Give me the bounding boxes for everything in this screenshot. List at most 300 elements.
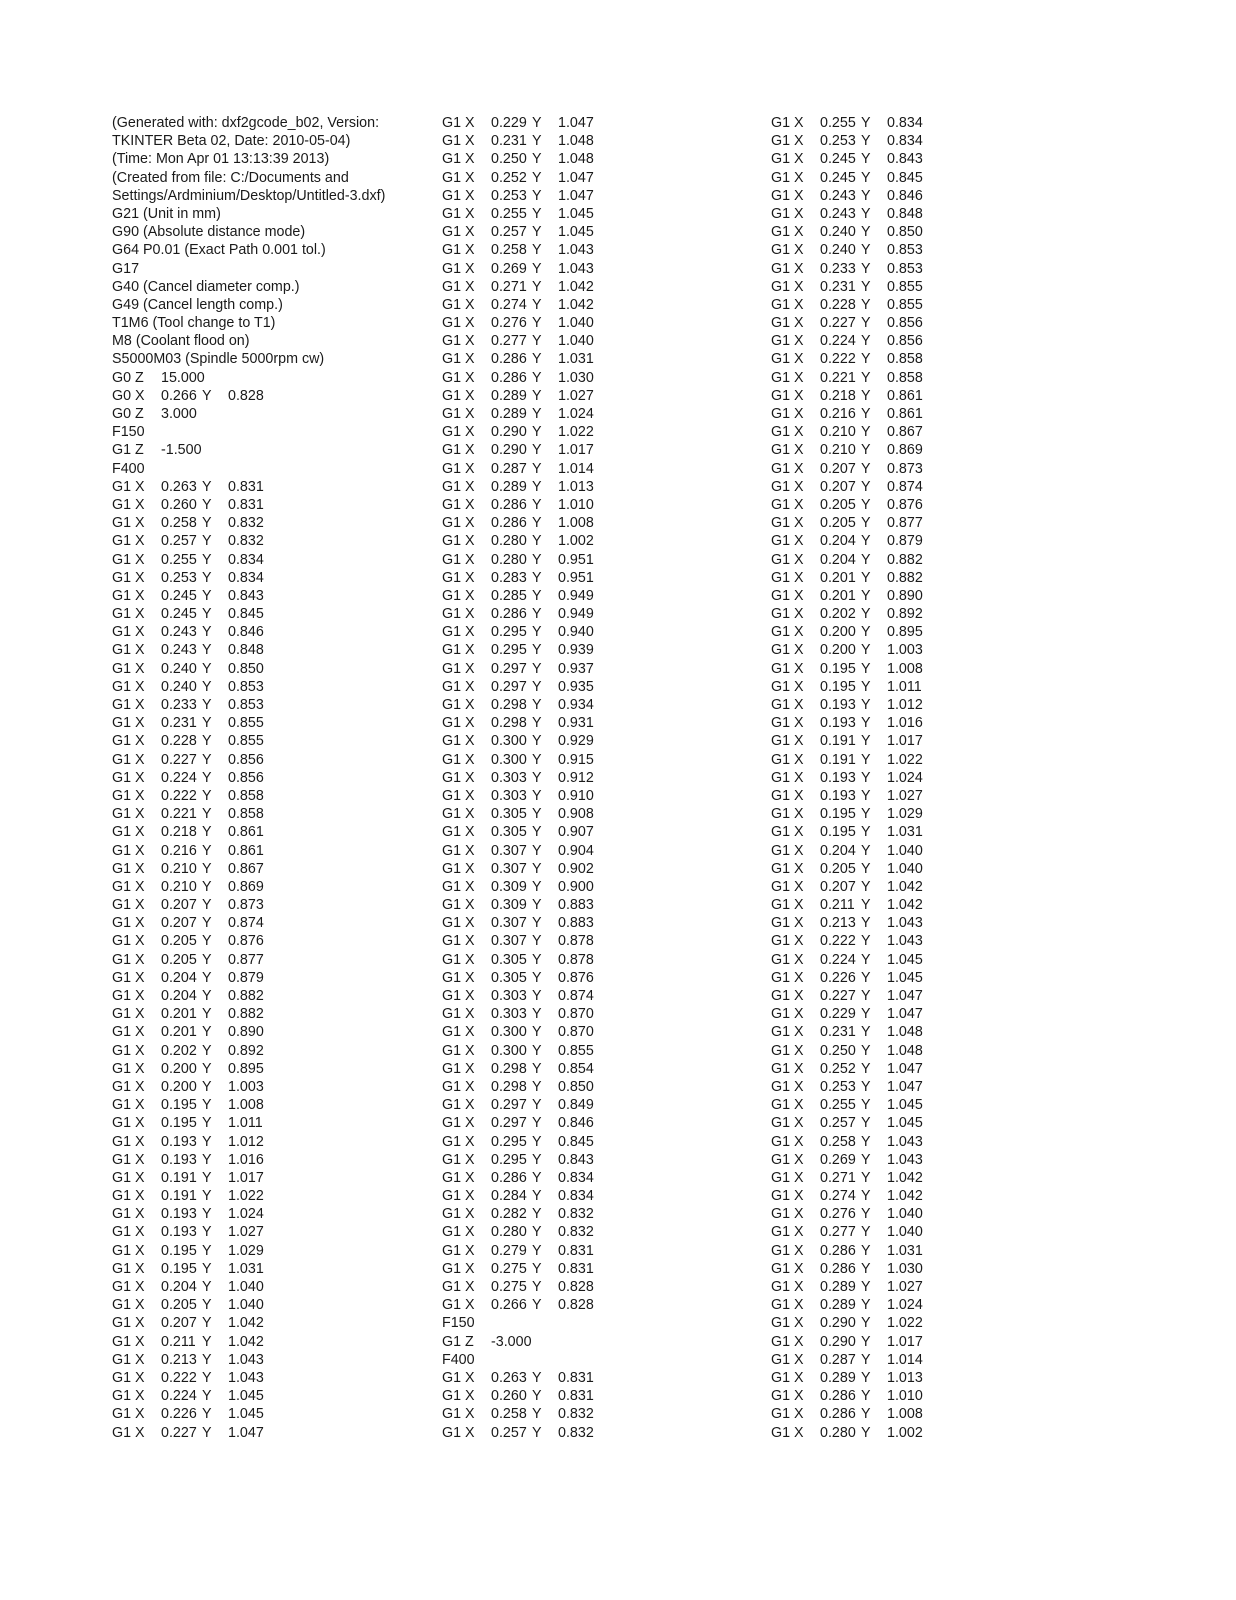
gcode-value-1: 0.195 [161,1097,197,1114]
gcode-value-1: 0.211 [820,897,855,914]
gcode-y-label: Y [202,1351,212,1368]
gcode-command: G1 X [771,151,804,168]
gcode-command: G1 X [771,769,804,786]
gcode-y-label: Y [532,442,542,459]
gcode-value-2: 1.042 [228,1315,264,1332]
gcode-line [442,296,762,314]
gcode-value-1: 0.216 [820,406,856,422]
gcode-y-label: Y [861,1042,871,1059]
gcode-line [442,1296,762,1314]
gcode-value-1: 0.201 [161,1006,197,1023]
gcode-value-2: 0.892 [887,606,923,623]
gcode-value-2: 0.904 [558,842,594,859]
gcode-value-1: 15.000 [161,369,205,386]
gcode-command: G1 X [112,1333,145,1350]
gcode-y-label: Y [532,1279,542,1295]
gcode-line [442,714,762,732]
gcode-command: G1 X [112,533,145,550]
gcode-command: G1 X [442,296,475,313]
gcode-value-2: 1.045 [887,969,923,986]
gcode-command: G1 X [112,951,145,968]
gcode-value-2: 0.895 [887,624,923,641]
gcode-line [442,914,762,932]
gcode-command: G1 X [442,424,475,441]
gcode-line [442,478,762,496]
gcode-value-1: 0.228 [161,733,197,750]
gcode-value-2: 1.029 [887,806,923,823]
gcode-command: G1 X [771,1297,804,1314]
gcode-line [442,223,762,241]
gcode-value-2: 1.042 [887,897,923,914]
gcode-command: G1 X [112,842,145,859]
gcode-command: G1 X [771,187,804,204]
gcode-y-label: Y [532,660,542,677]
gcode-value-2: 0.861 [887,406,923,422]
gcode-command: G1 X [442,242,475,259]
gcode-value-1: 0.303 [491,769,527,786]
gcode-value-2: 0.910 [558,787,594,804]
gcode-value-2: 0.855 [887,296,923,313]
gcode-y-label: Y [532,224,542,241]
gcode-command: G1 X [112,1115,145,1132]
gcode-value-1: 0.210 [820,442,856,459]
gcode-y-label: Y [202,1115,212,1132]
gcode-command: G1 X [112,824,145,841]
gcode-command: G1 X [442,387,475,404]
gcode-y-label: Y [861,133,871,150]
gcode-value-1: 0.300 [491,751,527,768]
gcode-value-1: 0.202 [161,1042,197,1059]
gcode-header-line: G90 (Absolute distance mode) [112,224,306,241]
gcode-command: G1 X [112,624,145,641]
gcode-command: G1 X [112,860,145,877]
gcode-value-1: 0.205 [820,496,856,513]
gcode-line [112,932,432,950]
gcode-command: G1 X [442,1024,475,1041]
gcode-command: G1 X [442,915,475,932]
gcode-y-label: Y [532,315,542,332]
gcode-value-2: 1.022 [887,1315,923,1332]
gcode-value-1: 0.226 [161,1406,197,1423]
gcode-value-1: 0.195 [161,1260,197,1277]
gcode-line [442,387,762,405]
gcode-command: G1 X [442,951,475,968]
gcode-y-label: Y [202,1297,212,1314]
gcode-value-2: 0.874 [887,478,923,495]
gcode-line [112,623,432,641]
gcode-command: G0 Z [112,369,144,386]
gcode-y-label: Y [532,1406,542,1423]
gcode-value-1: 0.305 [491,806,527,823]
gcode-value-1: 0.255 [820,115,856,131]
gcode-y-label: Y [532,260,542,277]
gcode-value-2: 0.846 [228,624,264,641]
gcode-y-label: Y [861,988,871,1004]
gcode-value-2: 1.027 [887,1279,923,1295]
gcode-value-1: 0.258 [820,1133,856,1150]
gcode-command: G1 X [112,478,145,495]
gcode-value-2: 0.912 [558,769,594,786]
gcode-line [112,696,432,714]
gcode-line [442,1042,762,1060]
gcode-value-1: 0.193 [820,787,856,804]
gcode-value-2: 0.832 [558,1406,594,1423]
gcode-value-1: 0.233 [161,697,197,713]
gcode-y-label: Y [202,697,212,713]
gcode-command: G1 X [112,1224,145,1241]
gcode-value-1: 0.210 [161,860,197,877]
gcode-value-1: 0.191 [820,751,856,768]
gcode-line [112,1005,432,1023]
gcode-value-2: 0.858 [887,369,923,386]
gcode-command: G1 X [442,1006,475,1023]
gcode-line [771,114,1091,132]
gcode-header-line: M8 (Coolant flood on) [112,333,250,350]
gcode-y-label: Y [202,1279,212,1295]
gcode-value-2: 1.045 [887,951,923,968]
gcode-value-1: 0.240 [161,660,197,677]
gcode-command: F150 [112,424,145,441]
gcode-line [112,751,432,769]
gcode-value-1: 0.201 [820,587,856,604]
gcode-command: G1 X [442,1078,475,1095]
gcode-line [771,514,1091,532]
gcode-y-label: Y [202,496,212,513]
gcode-y-label: Y [861,1097,871,1114]
gcode-value-1: 0.245 [161,587,197,604]
gcode-value-1: 0.287 [491,460,527,477]
gcode-y-label: Y [532,1115,542,1132]
gcode-command: G0 X [112,387,145,404]
gcode-value-2: 1.040 [558,333,594,350]
gcode-y-label: Y [532,1260,542,1277]
gcode-value-2: 1.031 [887,824,923,841]
gcode-value-1: 0.266 [491,1297,527,1314]
gcode-line [112,787,432,805]
gcode-value-1: 0.297 [491,660,527,677]
gcode-command: G1 X [112,1315,145,1332]
gcode-value-1: 0.207 [820,460,856,477]
gcode-header-line: TKINTER Beta 02, Date: 2010-05-04) [112,133,351,150]
gcode-command: G1 X [442,660,475,677]
gcode-command: G1 X [442,1169,475,1186]
gcode-command: G1 X [442,187,475,204]
gcode-command: G1 X [771,1224,804,1241]
gcode-y-label: Y [861,533,871,550]
gcode-y-label: Y [532,824,542,841]
gcode-y-label: Y [532,751,542,768]
gcode-line [442,260,762,278]
gcode-value-2: 1.024 [887,769,923,786]
gcode-value-2: 1.010 [887,1388,923,1405]
gcode-value-1: 0.263 [491,1369,527,1386]
gcode-y-label: Y [202,842,212,859]
gcode-value-2: 0.870 [558,1024,594,1041]
gcode-command: G1 X [442,315,475,332]
gcode-value-1: 0.193 [161,1133,197,1150]
gcode-line [112,769,432,787]
gcode-value-1: -1.500 [161,442,202,459]
gcode-line [771,1278,1091,1296]
gcode-value-1: 0.224 [161,1388,197,1405]
gcode-y-label: Y [532,1133,542,1150]
gcode-line [771,1187,1091,1205]
gcode-line [112,1260,432,1278]
gcode-y-label: Y [532,1006,542,1023]
gcode-value-1: 0.263 [161,478,197,495]
gcode-y-label: Y [532,187,542,204]
gcode-command: G1 X [771,406,804,422]
gcode-value-1: 0.295 [491,642,527,659]
gcode-command: G1 X [442,133,475,150]
gcode-command: G1 X [771,1188,804,1205]
gcode-value-1: 0.216 [161,842,197,859]
gcode-y-label: Y [861,806,871,823]
gcode-command: G1 X [771,1042,804,1059]
gcode-value-2: 1.040 [887,860,923,877]
gcode-y-label: Y [202,1169,212,1186]
gcode-line [442,314,762,332]
gcode-line [771,732,1091,750]
gcode-y-label: Y [202,769,212,786]
gcode-y-label: Y [861,969,871,986]
gcode-value-2: 1.027 [887,787,923,804]
gcode-value-2: 1.048 [887,1024,923,1041]
gcode-y-label: Y [532,897,542,914]
gcode-value-2: 0.853 [228,678,264,695]
gcode-value-2: 1.014 [558,460,594,477]
gcode-command: G1 X [771,296,804,313]
gcode-line [442,369,762,387]
gcode-command: G1 X [112,1279,145,1295]
gcode-y-label: Y [532,1024,542,1041]
gcode-y-label: Y [202,660,212,677]
gcode-value-2: 1.040 [887,842,923,859]
gcode-line [771,1424,1091,1442]
gcode-line [442,1223,762,1241]
gcode-y-label: Y [532,1042,542,1059]
gcode-value-2: 0.879 [228,969,264,986]
gcode-value-1: 0.253 [161,569,197,586]
gcode-y-label: Y [861,224,871,241]
gcode-y-label: Y [202,1097,212,1114]
gcode-y-label: Y [861,1406,871,1423]
gcode-command: G1 X [442,1388,475,1405]
gcode-value-1: 0.231 [820,1024,856,1041]
gcode-command: G1 X [771,806,804,823]
gcode-line [442,1060,762,1078]
gcode-line [442,423,762,441]
gcode-line [442,1260,762,1278]
gcode-line [442,842,762,860]
gcode-y-label: Y [202,478,212,495]
gcode-line [771,1042,1091,1060]
gcode-line [442,660,762,678]
gcode-value-2: 0.929 [558,733,594,750]
gcode-line [112,1296,432,1314]
gcode-y-label: Y [861,1169,871,1186]
gcode-y-label: Y [202,533,212,550]
gcode-y-label: Y [532,860,542,877]
gcode-value-2: 0.832 [558,1424,594,1441]
gcode-line [112,1169,432,1187]
gcode-y-label: Y [532,715,542,732]
gcode-y-label: Y [861,351,871,368]
gcode-value-2: 0.843 [558,1151,594,1168]
gcode-value-2: 1.043 [887,1133,923,1150]
gcode-value-1: 0.245 [161,606,197,623]
gcode-y-label: Y [861,369,871,386]
gcode-value-1: 0.222 [161,787,197,804]
gcode-value-1: 0.195 [161,1242,197,1259]
gcode-value-2: 1.031 [558,351,594,368]
gcode-value-1: 0.286 [491,351,527,368]
gcode-value-1: 0.207 [161,897,197,914]
gcode-value-1: 0.290 [820,1333,856,1350]
gcode-line [112,660,432,678]
gcode-value-1: 0.286 [491,606,527,623]
gcode-line [112,914,432,932]
gcode-line [771,187,1091,205]
gcode-line [442,769,762,787]
gcode-value-2: 1.042 [558,296,594,313]
gcode-line [442,1205,762,1223]
gcode-y-label: Y [202,515,212,532]
gcode-value-1: 0.228 [820,296,856,313]
gcode-line [771,205,1091,223]
gcode-value-1: 0.222 [820,351,856,368]
gcode-line [771,1223,1091,1241]
gcode-command: G1 X [442,587,475,604]
gcode-command: G1 X [112,1042,145,1059]
gcode-y-label: Y [861,697,871,713]
gcode-command: G1 X [771,587,804,604]
gcode-value-2: 0.834 [558,1188,594,1205]
gcode-value-1: 0.207 [161,1315,197,1332]
gcode-value-1: 0.282 [491,1206,527,1223]
gcode-line [771,1296,1091,1314]
gcode-value-1: 0.250 [820,1042,856,1059]
gcode-value-2: 0.855 [887,278,923,295]
gcode-y-label: Y [532,806,542,823]
gcode-column-2 [442,114,762,1442]
gcode-line [442,732,762,750]
gcode-line [112,1369,432,1387]
gcode-line [112,805,432,823]
gcode-y-label: Y [861,1297,871,1314]
gcode-value-1: 0.222 [820,933,856,950]
gcode-line [771,751,1091,769]
gcode-value-2: 0.873 [228,897,264,914]
gcode-command: G1 X [771,1242,804,1259]
gcode-command: G1 X [771,115,804,131]
gcode-value-2: 1.047 [558,169,594,186]
gcode-y-label: Y [532,1097,542,1114]
gcode-line [112,605,432,623]
gcode-value-2: 1.003 [887,642,923,659]
gcode-y-label: Y [861,860,871,877]
gcode-command: G1 X [771,1424,804,1441]
gcode-value-2: 1.048 [558,133,594,150]
gcode-command: G1 X [442,988,475,1004]
gcode-line [112,1096,432,1114]
gcode-value-2: 1.040 [228,1279,264,1295]
gcode-line [771,1314,1091,1332]
gcode-value-1: 0.210 [820,424,856,441]
gcode-line [442,1023,762,1041]
gcode-line [112,969,432,987]
gcode-value-1: 0.193 [161,1151,197,1168]
gcode-value-2: 0.854 [558,1060,594,1077]
gcode-line [112,423,432,441]
gcode-value-1: 0.258 [161,515,197,532]
gcode-value-1: 0.243 [161,624,197,641]
gcode-line [112,405,432,423]
gcode-y-label: Y [861,260,871,277]
gcode-line [771,1205,1091,1223]
gcode-y-label: Y [202,1406,212,1423]
gcode-command: G1 X [112,751,145,768]
gcode-y-label: Y [861,715,871,732]
gcode-value-1: 0.229 [491,115,527,131]
gcode-value-2: 1.010 [558,496,594,513]
gcode-value-1: 0.286 [820,1242,856,1259]
gcode-command: G1 X [771,1333,804,1350]
gcode-value-1: 0.300 [491,1024,527,1041]
gcode-command: G1 X [771,642,804,659]
gcode-value-1: 0.289 [820,1279,856,1295]
gcode-value-1: 0.307 [491,915,527,932]
gcode-value-2: 1.040 [887,1224,923,1241]
gcode-value-2: 0.939 [558,642,594,659]
gcode-value-1: 0.269 [491,260,527,277]
gcode-value-2: 0.858 [228,806,264,823]
gcode-value-2: 1.003 [228,1078,264,1095]
gcode-value-1: 0.191 [161,1188,197,1205]
gcode-line [112,823,432,841]
gcode-line [442,1187,762,1205]
gcode-y-label: Y [532,697,542,713]
gcode-value-2: 0.848 [887,205,923,222]
gcode-y-label: Y [202,860,212,877]
gcode-line [771,1151,1091,1169]
gcode-line [442,569,762,587]
gcode-y-label: Y [861,1351,871,1368]
gcode-command: G1 X [442,1424,475,1441]
gcode-header-line: T1M6 (Tool change to T1) [112,315,276,332]
gcode-command: G1 X [771,351,804,368]
gcode-y-label: Y [202,1242,212,1259]
gcode-value-2: 1.022 [887,751,923,768]
gcode-line [442,187,762,205]
gcode-line [771,441,1091,459]
gcode-value-1: 0.275 [491,1279,527,1295]
gcode-value-1: 0.303 [491,988,527,1004]
gcode-command: G1 X [112,642,145,659]
gcode-y-label: Y [861,496,871,513]
gcode-line [112,951,432,969]
gcode-y-label: Y [202,824,212,841]
gcode-value-2: 0.846 [887,187,923,204]
gcode-value-2: 1.047 [558,187,594,204]
gcode-line [771,987,1091,1005]
gcode-value-1: 0.224 [820,333,856,350]
gcode-command: G1 X [112,678,145,695]
gcode-y-label: Y [202,951,212,968]
gcode-value-2: 0.849 [558,1097,594,1114]
gcode-line [112,1351,432,1369]
gcode-value-1: 0.289 [820,1369,856,1386]
